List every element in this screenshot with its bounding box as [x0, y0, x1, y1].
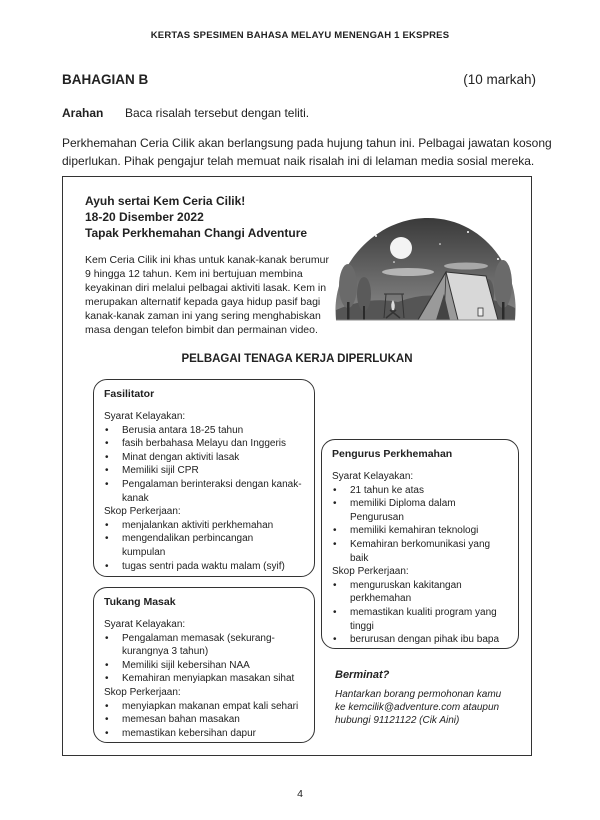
intro-paragraph — [62, 134, 552, 170]
intro-line: diperlukan. Pihak pengajur telah memuat naik risalah ini di lelaman media sosial mereka. — [62, 154, 535, 168]
scope-item: • menguruskan kakitangan — [332, 579, 510, 593]
requirement-continuation: kurangnya 3 tahun) — [122, 646, 209, 658]
interest-title: Berminat? — [335, 669, 390, 681]
role-title: Tukang Masak — [104, 596, 176, 608]
interest-line: hubungi 91121122 (Cik Aini) — [335, 715, 460, 726]
scope-item: • mengendalikan perbincangan — [104, 532, 306, 546]
role-body — [332, 470, 510, 647]
scope-item: • menjalankan aktiviti perkhemahan — [104, 519, 306, 533]
requirement-item: • Minat dengan aktiviti lasak — [104, 451, 306, 465]
role-title: Fasilitator — [104, 388, 155, 400]
requirement-item: • fasih berbahasa Melayu dan Inggeris — [104, 437, 306, 451]
scope-item: • memesan bahan masakan — [104, 713, 306, 727]
requirements-label: Syarat Kelayakan: — [104, 619, 186, 630]
poster-date: 18-20 Disember 2022 — [85, 210, 204, 224]
role-body — [104, 410, 306, 573]
scope-label: Skop Perkerjaan: — [332, 566, 409, 578]
desc-line: 9 hingga 12 tahun. Kem ini bertujuan membina — [85, 268, 303, 280]
scope-item: • memastikan kualiti program yang — [332, 606, 510, 620]
scope-continuation: tinggi — [350, 620, 374, 632]
role-box-tukang-masak — [93, 587, 315, 743]
desc-line: kanak-kanak zaman ini yang sering menghabiskan — [85, 310, 321, 322]
scope-label: Skop Perkerjaan: — [104, 686, 181, 698]
role-box-fasilitator — [93, 379, 315, 577]
intro-line: Perkhemahan Ceria Cilik akan berlangsung pada hujung tahun ini. Pelbagai jawatan kosong — [62, 136, 552, 150]
scope-label: Skop Perkerjaan: — [104, 506, 181, 518]
requirement-item: • Berusia antara 18-25 tahun — [104, 424, 306, 438]
poster-venue: Tapak Perkhemahan Changi Adventure — [85, 226, 308, 240]
lantern-icon — [478, 308, 483, 316]
moon-icon — [390, 237, 412, 259]
interest-note — [335, 669, 501, 727]
requirement-continuation: Pengurusan — [350, 511, 404, 523]
role-title: Pengurus Perkhemahan — [332, 448, 453, 460]
requirements-label: Syarat Kelayakan: — [104, 411, 186, 422]
requirement-continuation: kanak — [122, 492, 149, 504]
instruction-text: Baca risalah tersebut dengan teliti. — [125, 106, 310, 120]
scope-item: • menyiapkan makanan empat kali sehari — [104, 700, 306, 714]
section-label: BAHAGIAN B — [62, 72, 149, 87]
jobs-needed-title: PELBAGAI TENAGA KERJA DIPERLUKAN — [181, 353, 413, 365]
scope-continuation: kumpulan — [122, 546, 166, 558]
role-body — [104, 618, 306, 740]
desc-line: merupakan alternatif kepada gaya hidup pasif bagi — [85, 296, 321, 308]
poster-description — [85, 253, 335, 337]
requirement-item: • Pengalaman memasak (sekurang- — [104, 632, 306, 646]
camp-poster — [62, 176, 532, 756]
scope-item: • tugas sentri pada waktu malam (syif) — [104, 560, 306, 574]
interest-line: Hantarkan borang permohonan kamu — [335, 689, 502, 700]
requirement-item: • memiliki kemahiran teknologi — [332, 524, 510, 538]
requirements-label: Syarat Kelayakan: — [332, 471, 414, 482]
desc-line: Kem Ceria Cilik ini khas untuk kanak-kanak berumur — [85, 254, 329, 266]
requirement-item: • Memiliki sijil kebersihan NAA — [104, 659, 306, 673]
scope-item: • memastikan kebersihan dapur — [104, 727, 306, 741]
requirement-item: • Kemahiran menyiapkan masakan sihat — [104, 672, 306, 686]
scope-continuation: perkhemahan — [350, 593, 412, 605]
requirement-item: • Memiliki sijil CPR — [104, 464, 306, 478]
desc-line: keyakinan diri melalui pelbagai aktiviti lasak. Kem in — [85, 282, 327, 294]
requirement-continuation: baik — [350, 552, 369, 564]
poster-title: Ayuh sertai Kem Ceria Cilik! — [85, 194, 246, 208]
requirement-item: • Pengalaman berinteraksi dengan kanak- — [104, 478, 306, 492]
requirement-item: • Kemahiran berkomunikasi yang — [332, 538, 510, 552]
page-number: 4 — [297, 788, 303, 800]
document-header: KERTAS SPESIMEN BAHASA MELAYU MENENGAH 1 EKSPRES — [150, 30, 450, 41]
instruction-label: Arahan — [62, 106, 104, 120]
requirement-item: • 21 tahun ke atas — [332, 484, 510, 498]
desc-line: masa dengan telefon bimbit dan permainan video. — [85, 324, 318, 336]
requirement-item: • memiliki Diploma dalam — [332, 497, 510, 511]
role-box-pengurus — [321, 439, 519, 649]
scope-item: • berurusan dengan pihak ibu bapa — [332, 633, 510, 647]
poster-heading — [85, 193, 307, 241]
campsite-illustration — [328, 214, 523, 336]
interest-line: ke kemcilik@adventure.com ataupun — [335, 702, 500, 713]
section-marks: (10 markah) — [463, 72, 536, 87]
